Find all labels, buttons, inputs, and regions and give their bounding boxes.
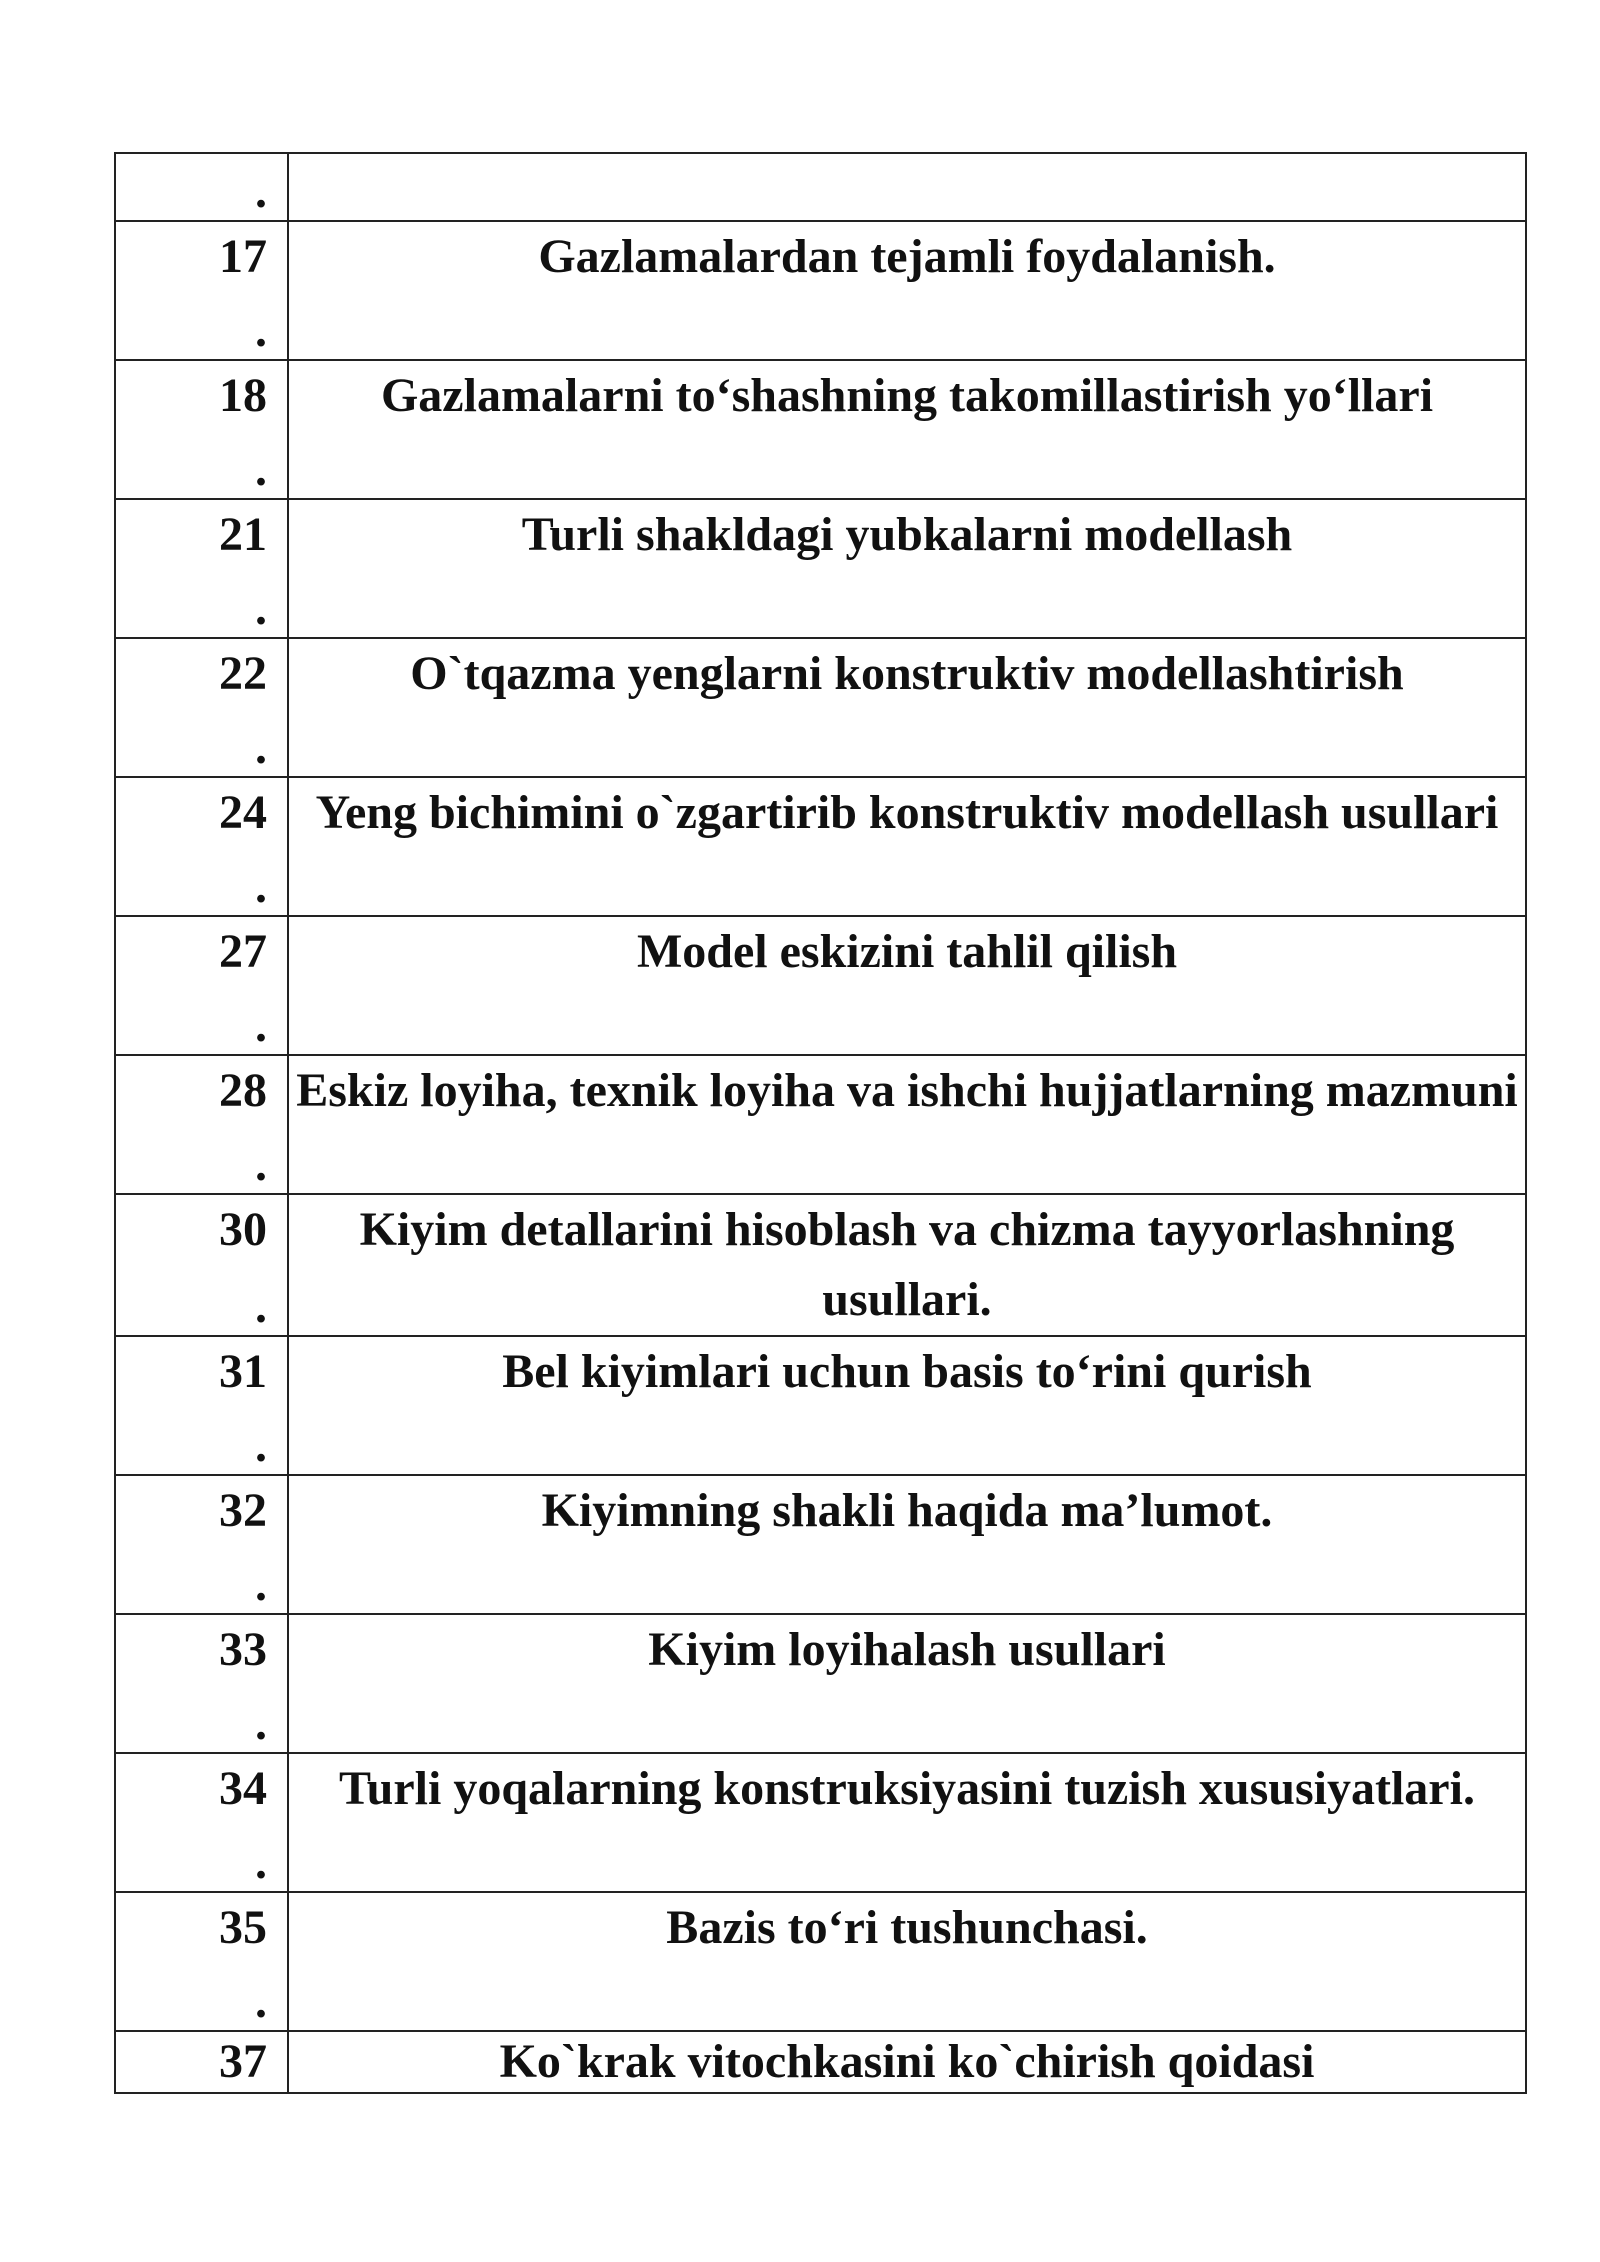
row-number-cell — [115, 1055, 288, 1194]
table-row — [115, 1614, 1526, 1753]
row-number-cell — [115, 916, 288, 1055]
row-number-cell — [115, 1475, 288, 1614]
row-title-cell: Yeng bichimini o`zgartirib konstruktiv modellash usullari — [288, 777, 1526, 916]
table-row — [115, 221, 1526, 360]
table-row — [115, 360, 1526, 499]
table-row — [115, 916, 1526, 1055]
row-number: 28 — [219, 1064, 267, 1117]
row-number-dot: . — [255, 1280, 267, 1333]
row-number: 35 — [219, 1901, 267, 1954]
row-title-cell — [288, 153, 1526, 221]
row-number: 33 — [219, 1623, 267, 1676]
row-number-cell — [115, 153, 288, 221]
row-number-cell — [115, 1753, 288, 1892]
row-number-cell — [115, 2031, 288, 2093]
row-number-cell — [115, 499, 288, 638]
row-number-dot: . — [255, 1419, 267, 1472]
row-title-cell: Bazis to‘ri tushunchasi. — [288, 1892, 1526, 2031]
row-number-dot: . — [255, 1975, 267, 2028]
row-number-dot: . — [255, 1836, 267, 1889]
row-number-cell — [115, 221, 288, 360]
row-number: 17 — [219, 230, 267, 283]
row-title-cell: Kiyimning shakli haqida ma’lumot. — [288, 1475, 1526, 1614]
row-title-cell: Kiyim loyihalash usullari — [288, 1614, 1526, 1753]
table-row — [115, 777, 1526, 916]
table-row — [115, 2031, 1526, 2093]
row-number: 27 — [219, 925, 267, 978]
row-number-dot: . — [255, 1697, 267, 1750]
row-number-dot: . — [255, 443, 267, 496]
row-title-cell: Bel kiyimlari uchun basis to‘rini qurish — [288, 1336, 1526, 1475]
row-number-dot: . — [255, 999, 267, 1052]
row-title-cell: Ko`krak vitochkasini ko`chirish qoidasi — [288, 2031, 1526, 2093]
row-number: 30 — [219, 1203, 267, 1256]
topics-table — [114, 152, 1527, 2094]
row-number-dot: . — [255, 165, 267, 218]
row-number: 18 — [219, 369, 267, 422]
row-title-cell: O`tqazma yenglarni konstruktiv modellashtirish — [288, 638, 1526, 777]
row-number: 24 — [219, 786, 267, 839]
table-row — [115, 1892, 1526, 2031]
row-number-cell — [115, 1336, 288, 1475]
table-row — [115, 1336, 1526, 1475]
row-title-cell: Turli yoqalarning konstruksiyasini tuzish xususiyatlari. — [288, 1753, 1526, 1892]
row-number-dot: . — [255, 1138, 267, 1191]
table-row — [115, 499, 1526, 638]
table-row — [115, 1194, 1526, 1336]
row-title-cell: Model eskizini tahlil qilish — [288, 916, 1526, 1055]
table-row — [115, 1475, 1526, 1614]
row-number-cell — [115, 1892, 288, 2031]
row-number: 32 — [219, 1484, 267, 1537]
table-row — [115, 638, 1526, 777]
table-row — [115, 1753, 1526, 1892]
row-number-cell — [115, 360, 288, 499]
row-number: 31 — [219, 1345, 267, 1398]
row-title-cell: Turli shakldagi yubkalarni modellash — [288, 499, 1526, 638]
row-title-cell: Gazlamalarni to‘shashning takomillastirish yo‘llari — [288, 360, 1526, 499]
table-row — [115, 1055, 1526, 1194]
row-number: 34 — [219, 1762, 267, 1815]
row-number-dot: . — [255, 860, 267, 913]
row-number-cell — [115, 638, 288, 777]
row-title-cell: Kiyim detallarini hisoblash va chizma tayyorlashning usullari. — [288, 1194, 1526, 1336]
row-number: 22 — [219, 647, 267, 700]
row-number-cell — [115, 1614, 288, 1753]
row-title-cell: Gazlamalardan tejamli foydalanish. — [288, 221, 1526, 360]
row-number-cell — [115, 777, 288, 916]
row-number-dot: . — [255, 582, 267, 635]
row-number-dot: . — [255, 1558, 267, 1611]
row-number: 21 — [219, 508, 267, 561]
row-number-dot: . — [255, 721, 267, 774]
row-title-cell: Eskiz loyiha, texnik loyiha va ishchi hujjatlarning mazmuni — [288, 1055, 1526, 1194]
row-number: 37 — [219, 2035, 267, 2088]
row-number-dot: . — [255, 304, 267, 357]
topics-table-body — [115, 153, 1526, 2093]
table-row — [115, 153, 1526, 221]
row-number-cell — [115, 1194, 288, 1336]
